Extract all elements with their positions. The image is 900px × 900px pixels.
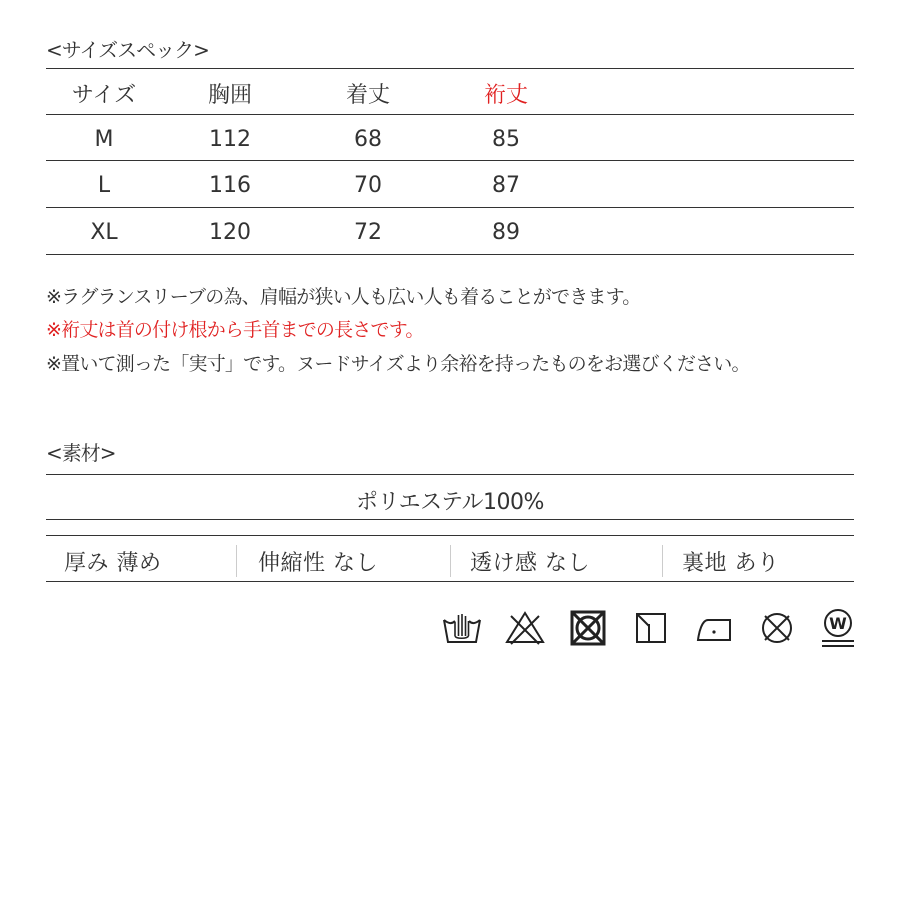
header-chest: 胸囲: [207, 83, 252, 108]
cell-size: XL: [90, 220, 118, 245]
cell-chest: 120: [209, 220, 251, 245]
no-bleach-icon: [503, 606, 547, 650]
property-separator: [450, 545, 451, 577]
property-sheerness: [470, 546, 590, 577]
row-divider: [46, 207, 854, 208]
property-lining: [682, 546, 780, 577]
property-label: 透け感: [470, 551, 538, 576]
property-label: 厚み: [64, 551, 110, 576]
property-value: 薄め: [116, 551, 162, 576]
table-bottom-rule: [46, 254, 854, 255]
size-spec-title: <サイズスペック>: [46, 38, 209, 62]
cell-length: 68: [354, 127, 382, 152]
material-bottom-rule: [46, 519, 854, 520]
header-length: 着丈: [345, 83, 390, 108]
property-separator: [236, 545, 237, 577]
note-raglan: ※ラグランスリーブの為、肩幅が狭い人も広い人も着ることができます。: [46, 286, 641, 308]
wet-clean-letter: W: [829, 614, 847, 633]
material-title: <素材>: [46, 441, 116, 465]
table-top-rule: [46, 68, 854, 69]
property-separator: [662, 545, 663, 577]
properties-bottom-rule: [46, 581, 854, 582]
line-dry-shade-icon: [629, 606, 673, 650]
material-composition: ポリエステル100%: [356, 490, 544, 515]
iron-low-icon: [692, 606, 736, 650]
cell-sleeve: 87: [492, 173, 520, 198]
property-stretch: [258, 546, 378, 577]
property-value: なし: [545, 551, 591, 576]
header-size: サイズ: [71, 83, 137, 108]
property-value: なし: [333, 551, 379, 576]
cell-chest: 112: [209, 127, 251, 152]
cell-chest: 116: [209, 173, 251, 198]
note-measurement: ※置いて測った「実寸」です。ヌードサイズより余裕を持ったものをお選びください。: [46, 353, 750, 375]
material-top-rule: [46, 474, 854, 475]
wet-clean-icon: [816, 606, 860, 650]
properties-top-rule: [46, 535, 854, 536]
no-dry-clean-icon: [755, 606, 799, 650]
property-label: 裏地: [682, 551, 728, 576]
property-value: あり: [734, 551, 780, 576]
row-divider: [46, 114, 854, 115]
property-label: 伸縮性: [258, 551, 326, 576]
note-sleeve-length: ※裄丈は首の付け根から手首までの長さです。: [46, 319, 424, 341]
hand-wash-icon: [440, 606, 484, 650]
property-thickness: [64, 546, 162, 577]
cell-sleeve: 89: [492, 220, 520, 245]
cell-length: 70: [354, 173, 382, 198]
cell-sleeve: 85: [492, 127, 520, 152]
cell-size: M: [94, 127, 114, 152]
cell-size: L: [97, 173, 111, 198]
header-sleeve-length: 裄丈: [483, 83, 528, 108]
no-tumble-dry-icon: [566, 606, 610, 650]
row-divider: [46, 160, 854, 161]
cell-length: 72: [354, 220, 382, 245]
